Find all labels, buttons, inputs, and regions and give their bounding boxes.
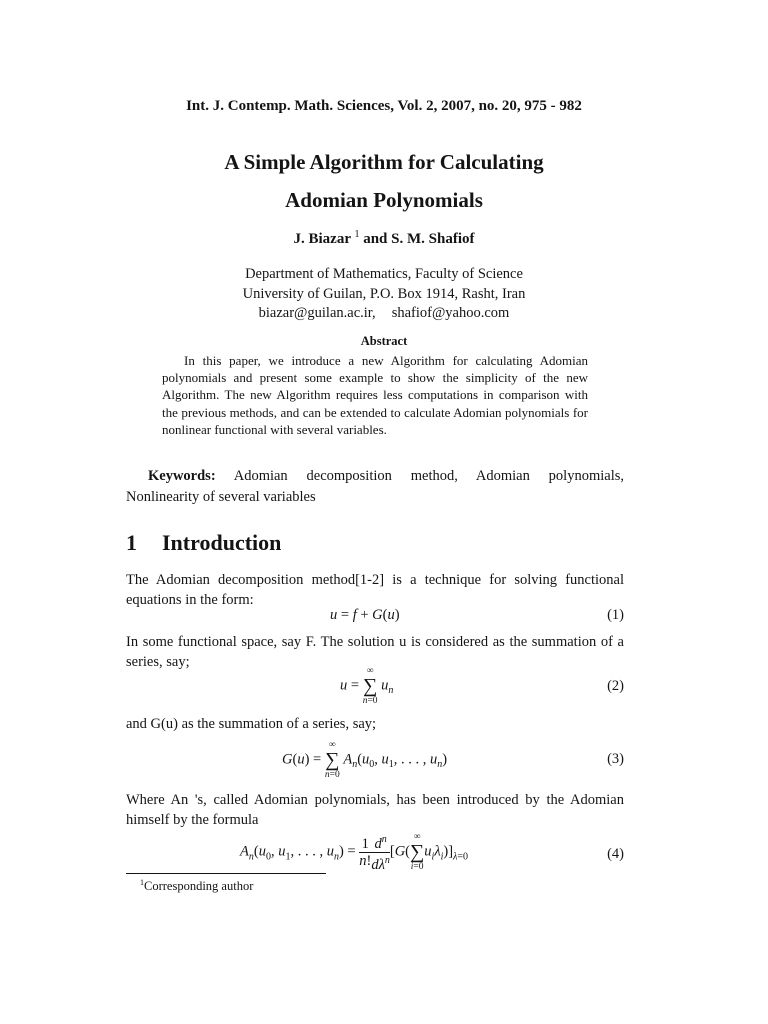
section-heading: [126, 530, 281, 556]
affiliation-department: Department of Mathematics, Faculty of Science: [245, 266, 523, 282]
paragraph-2: In some functional space, say F. The solution u is considered as the summation of a series, say;: [126, 634, 624, 670]
section-title: Introduction: [162, 530, 282, 555]
affiliation-university: University of Guilan, P.O. Box 1914, Rasht, Iran: [242, 286, 526, 302]
section-number: 1: [126, 530, 137, 555]
footnote: [140, 878, 253, 894]
paragraph-1: The Adomian decomposition method[1-2] is a technique for solving functional equations in the form:: [126, 572, 624, 608]
equation-3: G(u) = ∞ ∑ n=0 $A_n(u_0$, $u_1$, . . . , $u_n$): [282, 740, 448, 780]
email-1: biazar@guilan.ac.ir,: [258, 305, 376, 321]
abstract-heading: Abstract: [360, 334, 408, 348]
footnote-rule: [126, 873, 326, 874]
author-2: S. M. Shafiof: [391, 231, 475, 247]
equation-3-number: (3): [607, 751, 624, 767]
author-footnote-mark: 1: [354, 229, 360, 240]
abstract-text: In this paper, we introduce a new Algorithm for calculating Adomian polynomials and present some example to show the simplicity of the new Algorithm. The new Algorithm requires less computations in comparison with the previous methods, and can be extended to calculate Adomian polynomials for nonlinear functional with several variables.: [162, 353, 588, 437]
affiliation-emails: [0, 305, 768, 322]
equation-2: u = ∞ ∑ n=0 $u_n$: [340, 666, 394, 706]
journal-header: Int. J. Contemp. Math. Sciences, Vol. 2, 2007, no. 20, 975 - 982: [186, 98, 582, 114]
author-line: [0, 229, 768, 248]
equation-2-number: (2): [607, 678, 624, 694]
paper-title-line-2: Adomian Polynomials: [285, 188, 483, 212]
author-1: J. Biazar: [293, 231, 351, 247]
equation-4: $A_n(u_0$, $u_1$, . . . , $u_n$) = $\frac{1}{n!}$ $\frac{d^n}{d\lambda^n}$ [G( ∞ ∑ i=0 $u_i\lambda_i)]_{\lambda=0}$: [240, 832, 469, 873]
equation-1-number: (1): [607, 607, 624, 623]
keywords: [126, 466, 624, 508]
email-2: shafiof@yahoo.com: [391, 305, 510, 321]
paper-title-line-1: A Simple Algorithm for Calculating: [224, 150, 544, 174]
author-connector: and: [363, 231, 388, 247]
paragraph-3: and G(u) as the summation of a series, say;: [126, 716, 377, 732]
keywords-label: Keywords:: [148, 468, 216, 484]
footnote-text: Corresponding author: [144, 879, 254, 894]
footnote-mark: 1: [140, 878, 144, 887]
keywords-text: Adomian decomposition method, Adomian polynomials, Nonlinearity of several variables: [126, 468, 624, 505]
equation-1: u = f + G(u): [330, 607, 400, 623]
equation-4-number: (4): [607, 846, 624, 862]
paragraph-4: Where An 's, called Adomian polynomials, has been introduced by the Adomian himself by the formula: [126, 792, 624, 828]
